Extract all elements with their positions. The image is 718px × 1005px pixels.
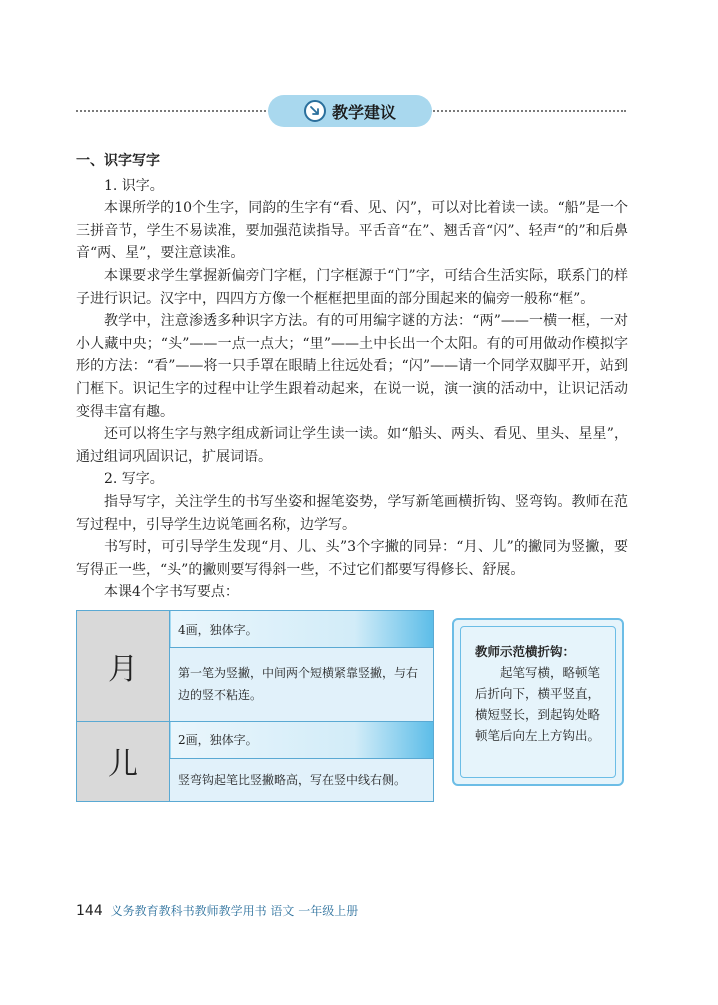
header-divider-right <box>430 110 626 112</box>
character-writing-table <box>76 610 434 802</box>
paragraph-3: 教学中，注意渗透多种识字方法。有的可用编字谜的方法：“两”——一横一框，一对小人藏中央；“头”——一点一点大；“里”——土中长出一个太阳。有的可用做动作模拟字形的方法：“看”——将一只手罩在眼睛上往远处看；“闪”——请一个同学双脚平开，站到门框下。识记生字的过程中让学生跟着动起来，在说一说，演一演的活动中，让识记活动变得丰富有趣。 <box>76 313 628 420</box>
main-content <box>76 150 628 604</box>
tip-body: 起笔写横，略顿笔后折向下，横平竖直，横短竖长，到起钩处略顿笔后向左上方钩出。 <box>475 665 601 743</box>
table-row <box>77 611 434 648</box>
paragraph-5: 指导写字，关注学生的书写坐姿和握笔姿势，学写新笔画横折钩、竖弯钩。教师在范写过程中，引导学生边说笔画名称，边学写。 <box>76 493 628 533</box>
stroke-count-cell: 4画，独体字。 <box>170 611 434 648</box>
table-row <box>77 721 434 758</box>
arrow-down-right-icon <box>304 100 326 122</box>
teacher-tip-inner <box>460 626 616 778</box>
paragraph-7: 本课4个字书写要点： <box>104 584 239 601</box>
paragraph-2: 本课要求学生掌握新偏旁门字框，门字框源于“门”字，可结合生活实际，联系门的样子进行识记。汉字中，四四方方像一个框框把里面的部分围起来的偏旁一般称“框”。 <box>76 267 628 307</box>
writing-note-cell: 第一笔为竖撇，中间两个短横紧靠竖撇，与右边的竖不粘连。 <box>170 648 434 722</box>
section-header-badge <box>268 95 432 127</box>
section-header-title: 教学建议 <box>331 102 396 122</box>
subheading-literacy: 1. 识字。 <box>104 177 164 194</box>
page-footer <box>76 902 358 919</box>
book-title: 义务教育教科书教师教学用书 语文 一年级上册 <box>110 904 359 918</box>
tip-title: 教师示范横折钩： <box>475 644 576 659</box>
page-number: 144 <box>76 903 103 919</box>
character-cell: 儿 <box>77 721 170 801</box>
paragraph-1: 本课所学的10个生字，同韵的生字有“看、见、闪”，可以对比着读一读。“船”是一个三拼音节，学生不易读准，要加强范读指导。平舌音“在”、翘舌音“闪”、轻声“的”和后鼻音“两、星”，要注意读准。 <box>76 200 628 262</box>
character-cell: 月 <box>77 611 170 722</box>
subheading-writing: 2. 写字。 <box>104 471 164 488</box>
teacher-tip-box <box>452 618 624 786</box>
paragraph-6: 书写时，可引导学生发现“月、儿、头”3个字撇的同异：“月、儿”的撇同为竖撇，要写得正一些，“头”的撇则要写得斜一些，不过它们都要写得修长、舒展。 <box>76 539 628 578</box>
header-divider-left <box>76 110 270 112</box>
writing-note-cell: 竖弯钩起笔比竖撇略高，写在竖中线右侧。 <box>170 758 434 801</box>
stroke-count-cell: 2画，独体字。 <box>170 721 434 758</box>
paragraph-4: 还可以将生字与熟字组成新词让学生读一读。如“船头、两头、看见、里头、星星”，通过组词巩固识记，扩展词语。 <box>76 426 628 465</box>
section-heading: 一、识字写字 <box>76 153 160 169</box>
